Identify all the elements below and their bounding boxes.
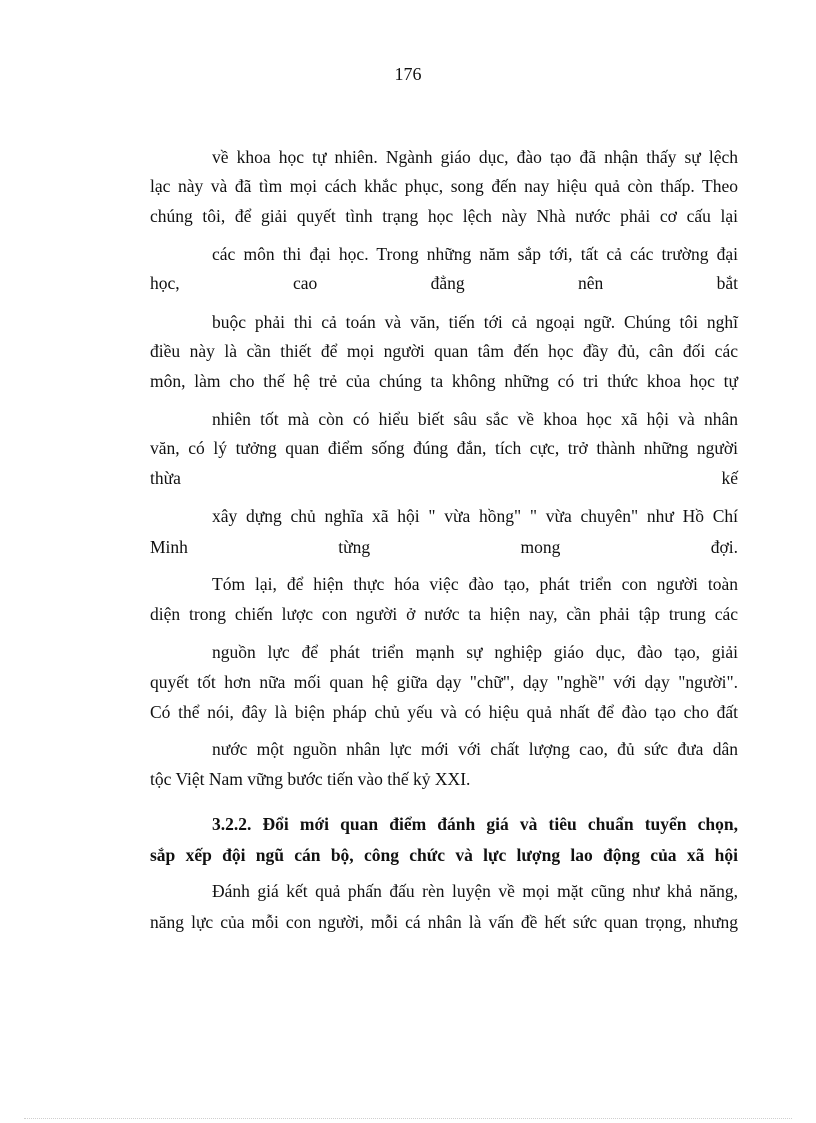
text-line: điều này là cần thiết để mọi người quan tâm đến học đầy đủ, cân đối các xyxy=(150,341,738,361)
word: cao xyxy=(292,273,318,293)
word: thừa xyxy=(150,468,181,488)
justified-line xyxy=(150,272,738,294)
word: học, xyxy=(150,273,180,293)
word: Minh xyxy=(150,537,188,557)
word: kế xyxy=(721,468,738,488)
word: đẳng xyxy=(430,273,465,293)
word: mong xyxy=(520,537,561,557)
text-line: nguồn lực để phát triển mạnh sự nghiệp giáo dục, đào tạo, giải xyxy=(212,642,738,662)
text-line: lạc này và đã tìm mọi cách khắc phục, song đến nay hiệu quả còn thấp. Theo xyxy=(150,176,738,196)
justified-line xyxy=(150,467,738,489)
text-line: Đánh giá kết quả phấn đấu rèn luyện về mọi mặt cũng như khả năng, xyxy=(212,881,738,901)
text-line: về khoa học tự nhiên. Ngành giáo dục, đào tạo đã nhận thấy sự lệch xyxy=(212,147,738,167)
text-line: quyết tốt hơn nữa mối quan hệ giữa dạy "chữ", dạy "nghề" với dạy "người". xyxy=(150,672,738,692)
text-line: chúng tôi, để giải quyết tình trạng học lệch này Nhà nước phải cơ cấu lại xyxy=(150,206,738,226)
word: từng xyxy=(338,537,371,557)
text-line: nước một nguồn nhân lực mới với chất lượng cao, đủ sức đưa dân xyxy=(212,739,738,759)
text-line: buộc phải thi cả toán và văn, tiến tới cả ngoại ngữ. Chúng tôi nghĩ xyxy=(212,312,738,332)
page-divider xyxy=(24,1118,792,1119)
justified-line xyxy=(150,536,738,558)
text-line: các môn thi đại học. Trong những năm sắp tới, tất cả các trường đại xyxy=(212,244,738,264)
section-heading: 3.2.2. Đổi mới quan điểm đánh giá và tiêu chuẩn tuyển chọn, xyxy=(212,814,738,834)
text-line: văn, có lý tưởng quan điểm sống đúng đắn, tích cực, trở thành những người xyxy=(150,438,738,458)
text-line: Có thể nói, đây là biện pháp chủ yếu và có hiệu quả nhất để đào tạo cho đất xyxy=(150,702,738,722)
text-line: diện trong chiến lược con người ở nước ta hiện nay, cần phải tập trung các xyxy=(150,604,738,624)
word: bắt xyxy=(716,273,738,293)
text-line: năng lực của mỗi con người, mỗi cá nhân là vấn đề hết sức quan trọng, nhưng xyxy=(150,912,738,932)
text-line: Tóm lại, để hiện thực hóa việc đào tạo, phát triển con người toàn xyxy=(212,574,738,594)
word: nên xyxy=(577,273,604,293)
section-heading: sắp xếp đội ngũ cán bộ, công chức và lực lượng lao động của xã hội xyxy=(150,845,738,865)
text-line: xây dựng chủ nghĩa xã hội " vừa hồng" " vừa chuyên" như Hồ Chí xyxy=(212,506,738,526)
word: đợi. xyxy=(710,537,738,557)
text-line: môn, làm cho thế hệ trẻ của chúng ta không những có tri thức khoa học tự xyxy=(150,371,738,391)
text-line: tộc Việt Nam vững bước tiến vào thế kỷ XXI. xyxy=(150,769,471,789)
text-line: nhiên tốt mà còn có hiểu biết sâu sắc về khoa học xã hội và nhân xyxy=(212,409,738,429)
page-number: 176 xyxy=(394,64,422,84)
